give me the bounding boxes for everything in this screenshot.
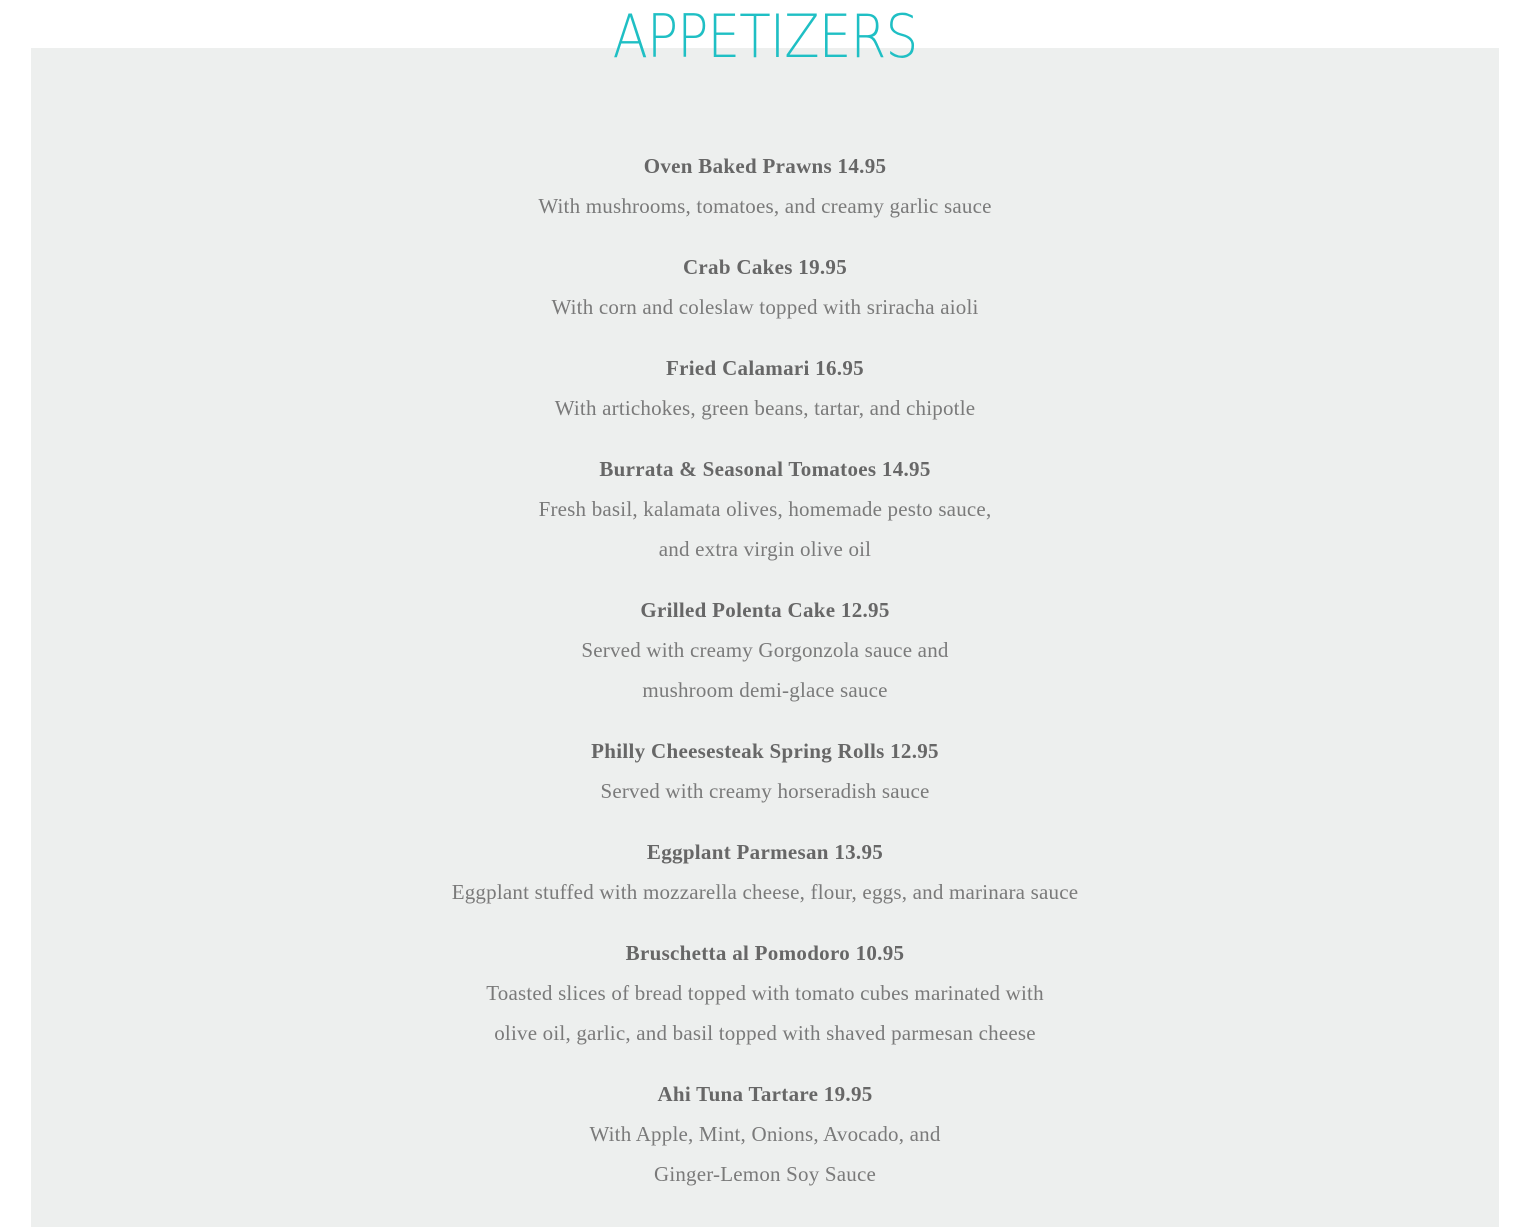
item-name: Bruschetta al Pomodoro 10.95 (625, 941, 905, 965)
item-name: Fried Calamari 16.95 (666, 356, 864, 380)
item-name: Grilled Polenta Cake 12.95 (640, 598, 890, 622)
item-description-line: Eggplant stuffed with mozzarella cheese, flour, eggs, and marinara sauce (451, 880, 1079, 904)
item-description (0, 287, 1530, 327)
item-description-line: and extra virgin olive oil (658, 537, 872, 561)
item-name: Burrata & Seasonal Tomatoes 14.95 (599, 457, 931, 481)
item-description-line: mushroom demi-glace sauce (642, 678, 888, 702)
item-description (0, 630, 1530, 710)
item-description (0, 1114, 1530, 1194)
item-description (0, 872, 1530, 912)
menu-item (0, 247, 1530, 327)
item-description (0, 388, 1530, 428)
item-name: Oven Baked Prawns 14.95 (643, 154, 887, 178)
item-description (0, 489, 1530, 569)
menu-item (0, 449, 1530, 569)
item-description-line: Served with creamy Gorgonzola sauce and (581, 638, 949, 662)
item-description-line: Ginger-Lemon Soy Sauce (653, 1162, 877, 1186)
item-description-line: olive oil, garlic, and basil topped with shaved parmesan cheese (494, 1021, 1036, 1045)
appetizer-list (0, 146, 1530, 1194)
item-description-line: Served with creamy horseradish sauce (600, 779, 930, 803)
item-name: Philly Cheesesteak Spring Rolls 12.95 (591, 739, 939, 763)
item-description-line: With corn and coleslaw topped with sriracha aioli (551, 295, 979, 319)
menu-item (0, 590, 1530, 710)
item-description-line: With artichokes, green beans, tartar, and chipotle (554, 396, 976, 420)
menu-item (0, 933, 1530, 1053)
item-name: Ahi Tuna Tartare 19.95 (657, 1082, 873, 1106)
menu-item (0, 731, 1530, 811)
item-description-line: Toasted slices of bread topped with tomato cubes marinated with (486, 981, 1044, 1005)
menu-item (0, 348, 1530, 428)
item-name: Crab Cakes 19.95 (682, 255, 848, 279)
item-description (0, 771, 1530, 811)
menu-item (0, 146, 1530, 226)
item-description-line: Fresh basil, kalamata olives, homemade pesto sauce, (538, 497, 992, 521)
item-description-line: With Apple, Mint, Onions, Avocado, and (589, 1122, 941, 1146)
menu-item (0, 832, 1530, 912)
section-title: APPETIZERS (612, 2, 918, 72)
item-description (0, 186, 1530, 226)
item-description-line: With mushrooms, tomatoes, and creamy garlic sauce (538, 194, 992, 218)
item-name: Eggplant Parmesan 13.95 (646, 840, 884, 864)
menu-item (0, 1074, 1530, 1194)
item-description (0, 973, 1530, 1053)
